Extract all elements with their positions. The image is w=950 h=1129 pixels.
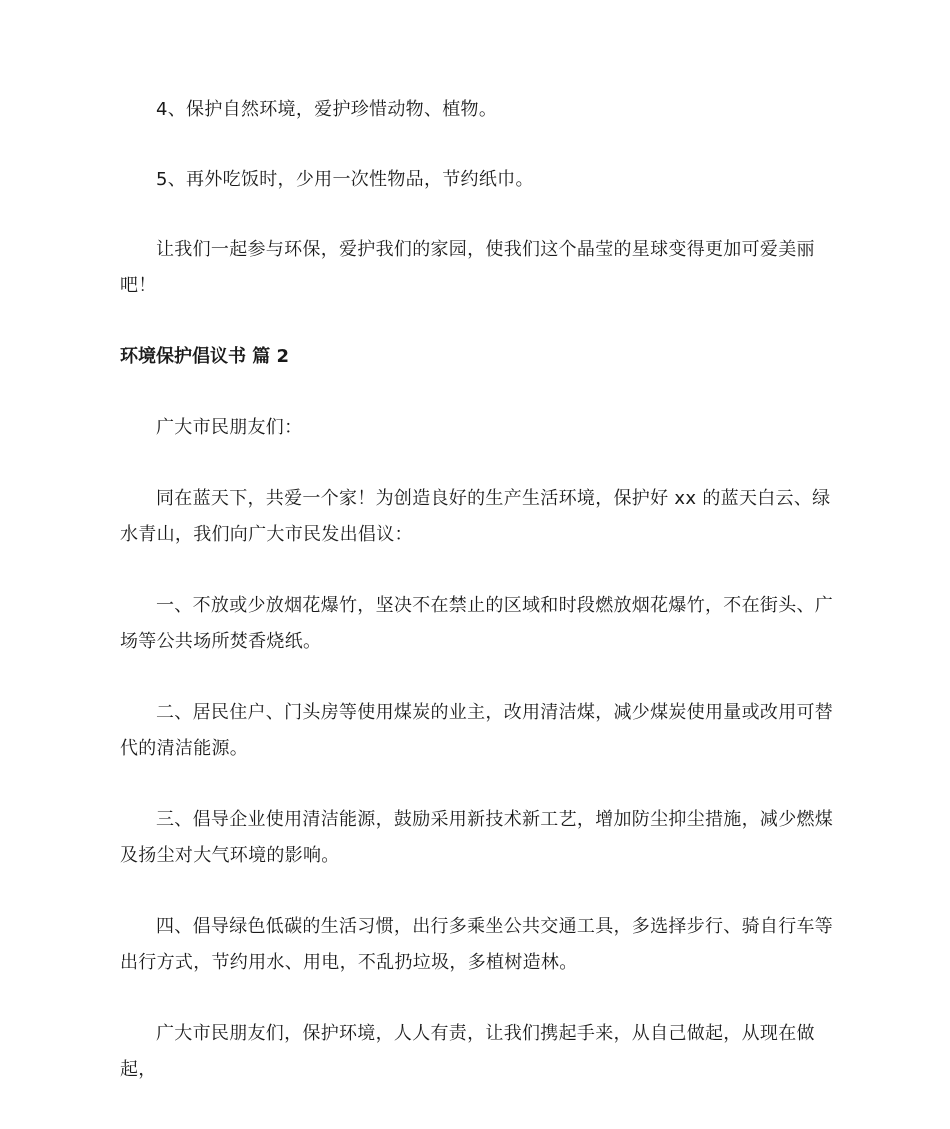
paragraph-proposal-1: 一、不放或少放烟花爆竹，坚决不在禁止的区域和时段燃放烟花爆竹，不在街头、广场等公共场所焚香烧纸。 (120, 595, 834, 652)
paragraph-salutation: 广大市民朋友们： (156, 417, 303, 438)
paragraph-proposal-3: 三、倡导企业使用清洁能源，鼓励采用新技术新工艺，增加防尘抑尘措施，减少燃煤及扬尘对大气环境的影响。 (120, 809, 834, 866)
paragraph-item-4: 4、保护自然环境，爱护珍惜动物、植物。 (156, 99, 498, 120)
paragraph-proposal-2: 二、居民住户、门头房等使用煤炭的业主，改用清洁煤，减少煤炭使用量或改用可替代的清洁能源。 (120, 702, 834, 759)
paragraph-final-appeal: 广大市民朋友们，保护环境，人人有责，让我们携起手来，从自己做起，从现在做起， (120, 1023, 815, 1080)
document-body (120, 92, 845, 1088)
section-heading: 环境保护倡议书 篇 2 (120, 346, 290, 367)
paragraph-proposal-4: 四、倡导绿色低碳的生活习惯，出行多乘坐公共交通工具，多选择步行、骑自行车等出行方式，节约用水、用电，不乱扔垃圾，多植树造林。 (120, 916, 834, 973)
paragraph-intro: 同在蓝天下，共爱一个家！为创造良好的生产生活环境，保护好 xx 的蓝天白云、绿水青山，我们向广大市民发出倡议： (120, 488, 831, 545)
paragraph-item-5: 5、再外吃饭时，少用一次性物品，节约纸巾。 (156, 169, 534, 190)
paragraph-closing-call: 让我们一起参与环保，爱护我们的家园，使我们这个晶莹的星球变得更加可爱美丽吧！ (120, 239, 815, 296)
